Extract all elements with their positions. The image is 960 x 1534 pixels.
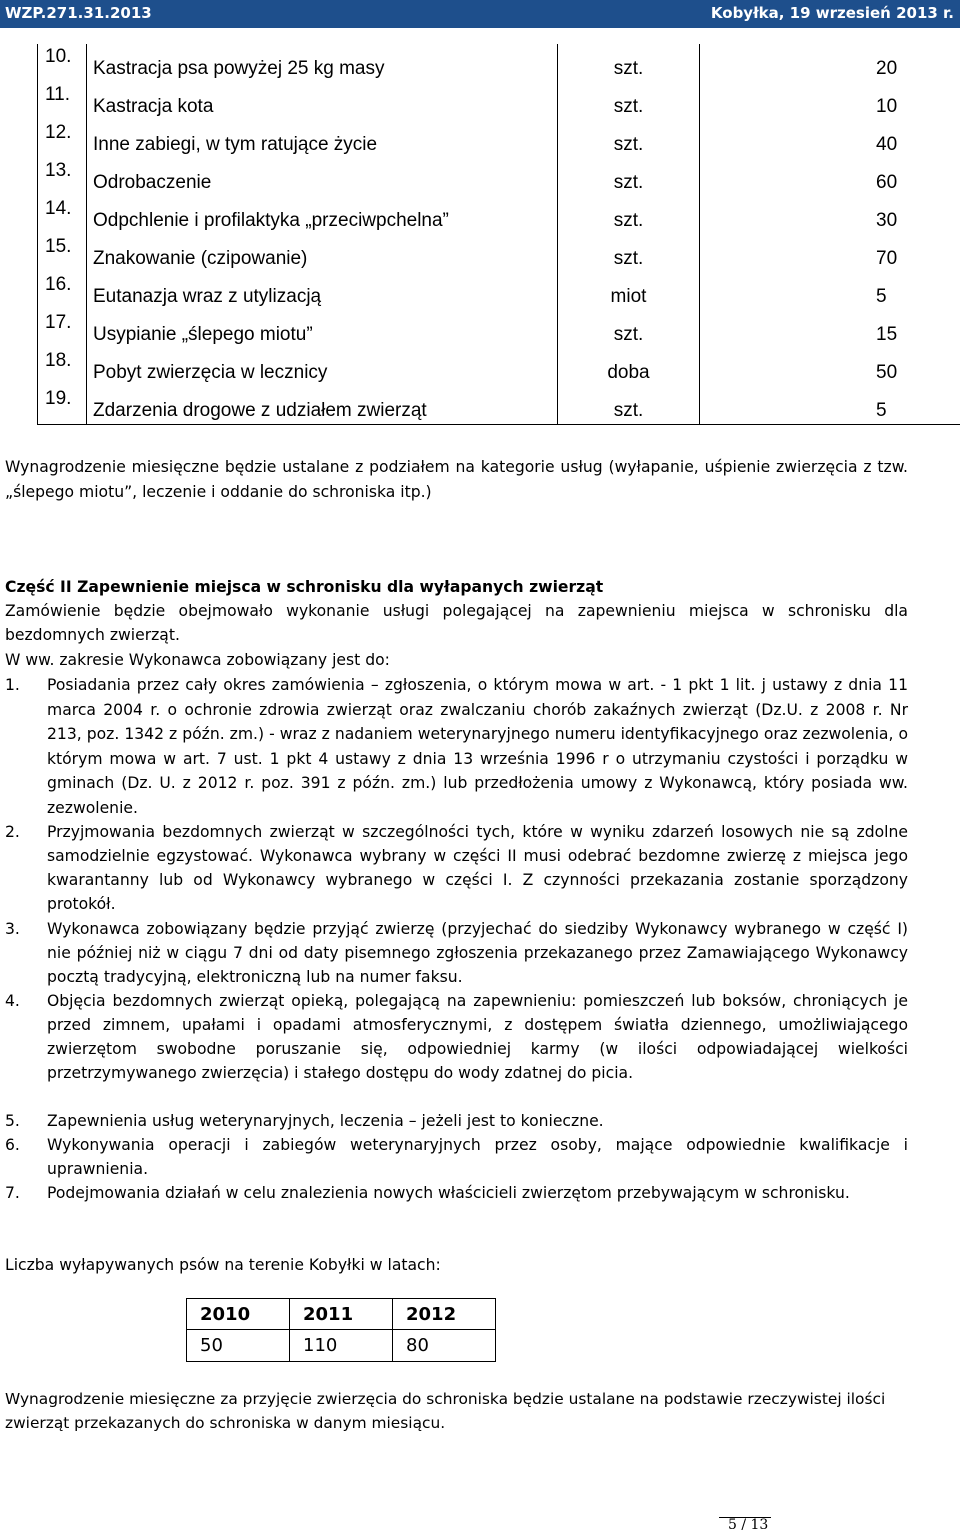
service-name: Odrobaczenie: [93, 172, 212, 193]
service-name: Kastracja psa powyżej 25 kg masy: [93, 58, 385, 79]
part2-intro: Zamówienie będzie obejmowało wykonanie usługi polegającej na zapewnieniu miejsca w schronisku dla bezdomnych zwierząt.: [5, 602, 908, 644]
reference-number: WZP.271.31.2013: [5, 4, 152, 22]
table-row: [38, 272, 960, 310]
table-row: [38, 82, 960, 120]
list-item-number: 2.: [5, 823, 20, 841]
service-name: Eutanazja wraz z utylizacją: [93, 286, 322, 307]
table-row: [38, 348, 960, 386]
list-item-text: Objęcia bezdomnych zwierząt opieką, polegającą na zapewnieniu: pomieszczeń lub boksów, chroniących je przed zimnem, upałami i opadami atmosferycznymi, z dostępem światła dziennego, umożliwiającego zwierzętom swobodne poruszanie się, odpowiedniej karmy (w ilości odpowiadającej wielkości przetrzymywanego zwierzęcia) i stałego dostępu do wody zdatnej do picia.: [47, 992, 908, 1082]
row-number: 12.: [45, 122, 72, 143]
service-name: Odpchlenie i profilaktyka „przeciwpchelna”: [93, 210, 449, 231]
service-name: Znakowanie (czipowanie): [93, 248, 308, 269]
list-item-number: 7.: [5, 1184, 20, 1202]
row-number: 17.: [45, 312, 72, 333]
year-count: 110: [290, 1330, 393, 1362]
list-item-text: Zapewnienia usług weterynaryjnych, leczenia – jeżeli jest to konieczne.: [47, 1112, 604, 1130]
row-number: 11.: [45, 84, 71, 105]
quantity-cell: 30: [876, 210, 898, 231]
unit-cell: szt.: [613, 58, 644, 79]
list-item: [5, 1109, 908, 1133]
table-row: [38, 120, 960, 158]
row-number: 14.: [45, 198, 72, 219]
dogs-caption: Liczba wyłapywanych psów na terenie Kobyłki w latach:: [5, 1256, 441, 1274]
list-item: [5, 820, 908, 916]
row-number: 10.: [45, 46, 72, 67]
list-item-number: 4.: [5, 992, 20, 1010]
row-number: 13.: [45, 160, 72, 181]
part2-title: Część II Zapewnienie miejsca w schronisku dla wyłapanych zwierząt: [5, 578, 604, 596]
unit-cell: szt.: [613, 96, 644, 117]
years-table: [186, 1298, 496, 1362]
list-item-text: Wykonawca zobowiązany będzie przyjąć zwierzę (przyjechać do siedziby Wykonawcy wybranego w część I) nie później niż w ciągu 7 dni od daty pisemnego zgłoszenia przekazanego przez Zamawiającego Wykonawcy pocztą tradycyjną, elektroniczną lub na numer faksu.: [47, 920, 908, 986]
quantity-cell: 40: [876, 134, 898, 155]
service-name: Kastracja kota: [93, 96, 214, 117]
service-name: Usypianie „ślepego miotu”: [93, 324, 313, 345]
list-item-number: 6.: [5, 1136, 20, 1154]
year-header: 2012: [393, 1299, 496, 1330]
quantity-cell: 15: [876, 324, 898, 345]
table-row: [38, 44, 960, 82]
place-date: Kobyłka, 19 wrzesień 2013 r.: [710, 4, 954, 22]
quantity-cell: 70: [876, 248, 898, 269]
list-item: [5, 917, 908, 989]
header-bar: [0, 0, 960, 28]
service-name: Inne zabiegi, w tym ratujące życie: [93, 134, 378, 155]
table-row: [38, 386, 960, 425]
unit-cell: szt.: [613, 400, 644, 421]
unit-cell: szt.: [613, 134, 644, 155]
list-item-number: 1.: [5, 676, 20, 694]
row-number: 15.: [45, 236, 72, 257]
list-item-text: Wykonywania operacji i zabiegów weterynaryjnych przez osoby, mające odpowiednie kwalifikacje i uprawnienia.: [47, 1136, 908, 1178]
service-name: Zdarzenia drogowe z udziałem zwierząt: [93, 400, 427, 421]
table-row: [38, 234, 960, 272]
row-number: 18.: [45, 350, 72, 371]
list-item: [5, 989, 908, 1085]
year-count: 50: [187, 1330, 290, 1362]
list-item-text: Przyjmowania bezdomnych zwierząt w szczególności tych, które w wyniku zdarzeń losowych nie są zdolne samodzielnie egzystować. Wykonawca wybrany w części II musi odebrać bezdomne zwierzę z miejsca jego kwarantanny lub od Wykonawcy wybranego w części I. Z czynności przekazania zostanie sporządzony protokół.: [47, 823, 908, 913]
list-item: [5, 1133, 908, 1181]
list-item-number: 5.: [5, 1112, 20, 1130]
list-item: [5, 673, 908, 820]
unit-cell: doba: [607, 362, 650, 383]
quantity-cell: 60: [876, 172, 898, 193]
page-number: 5 / 13: [728, 1517, 769, 1533]
quantity-cell: 5: [876, 400, 887, 421]
list-item: [5, 1181, 908, 1205]
unit-cell: szt.: [613, 210, 644, 231]
year-header: 2011: [290, 1299, 393, 1330]
table-row: [38, 310, 960, 348]
list-item-text: Podejmowania działań w celu znalezienia nowych właścicieli zwierzętom przebywającym w schronisku.: [47, 1184, 850, 1202]
unit-cell: szt.: [613, 172, 644, 193]
quantity-cell: 20: [876, 58, 898, 79]
table-row: [38, 158, 960, 196]
unit-cell: szt.: [613, 324, 644, 345]
remuneration-note: Wynagrodzenie miesięczne będzie ustalane z podziałem na kategorie usług (wyłapanie, uśpienie zwierzęcia z tzw. „ślepego miotu”, leczenie i oddanie do schroniska itp.): [5, 458, 908, 501]
part2-obligation: W ww. zakresie Wykonawca zobowiązany jest do:: [5, 651, 390, 669]
list-item-text: Posiadania przez cały okres zamówienia – zgłoszenia, o którym mowa w art. - 1 pkt 1 lit. j ustawy z dnia 11 marca 2004 r. o ochronie zdrowia zwierząt oraz zwalczaniu chorób zakaźnych zwierząt (Dz.U. z 2008 r. Nr 213, poz. 1342 z późn. zm.) - wraz z nadaniem weterynaryjnego numeru identyfikacyjnego oraz zezwolenia, o którym mowa w art. 7 ust. 1 pkt 4 ustawy z dnia 13 września 1996 r o utrzymaniu czystości i porządku w gminach (Dz. U. z 2012 r. poz. 391 z późn. zm.) lub przedłożenia umowy z Wykonawcą, który posiada ww. zezwolenie.: [47, 676, 908, 817]
list-item-number: 3.: [5, 920, 20, 938]
year-header: 2010: [187, 1299, 290, 1330]
year-count: 80: [393, 1330, 496, 1362]
quantity-cell: 10: [876, 96, 898, 117]
row-number: 19.: [45, 388, 72, 409]
unit-cell: szt.: [613, 248, 644, 269]
service-name: Pobyt zwierzęcia w lecznicy: [93, 362, 328, 383]
row-number: 16.: [45, 274, 72, 295]
quantity-cell: 5: [876, 286, 887, 307]
quantity-cell: 50: [876, 362, 898, 383]
final-note: Wynagrodzenie miesięczne za przyjęcie zwierzęcia do schroniska będzie ustalane na podstawie rzeczywistej ilości zwierząt przekazanych do schroniska w danym miesiącu.: [5, 1390, 886, 1432]
table-row: [38, 196, 960, 234]
services-table: [37, 44, 960, 425]
unit-cell: miot: [610, 286, 647, 307]
